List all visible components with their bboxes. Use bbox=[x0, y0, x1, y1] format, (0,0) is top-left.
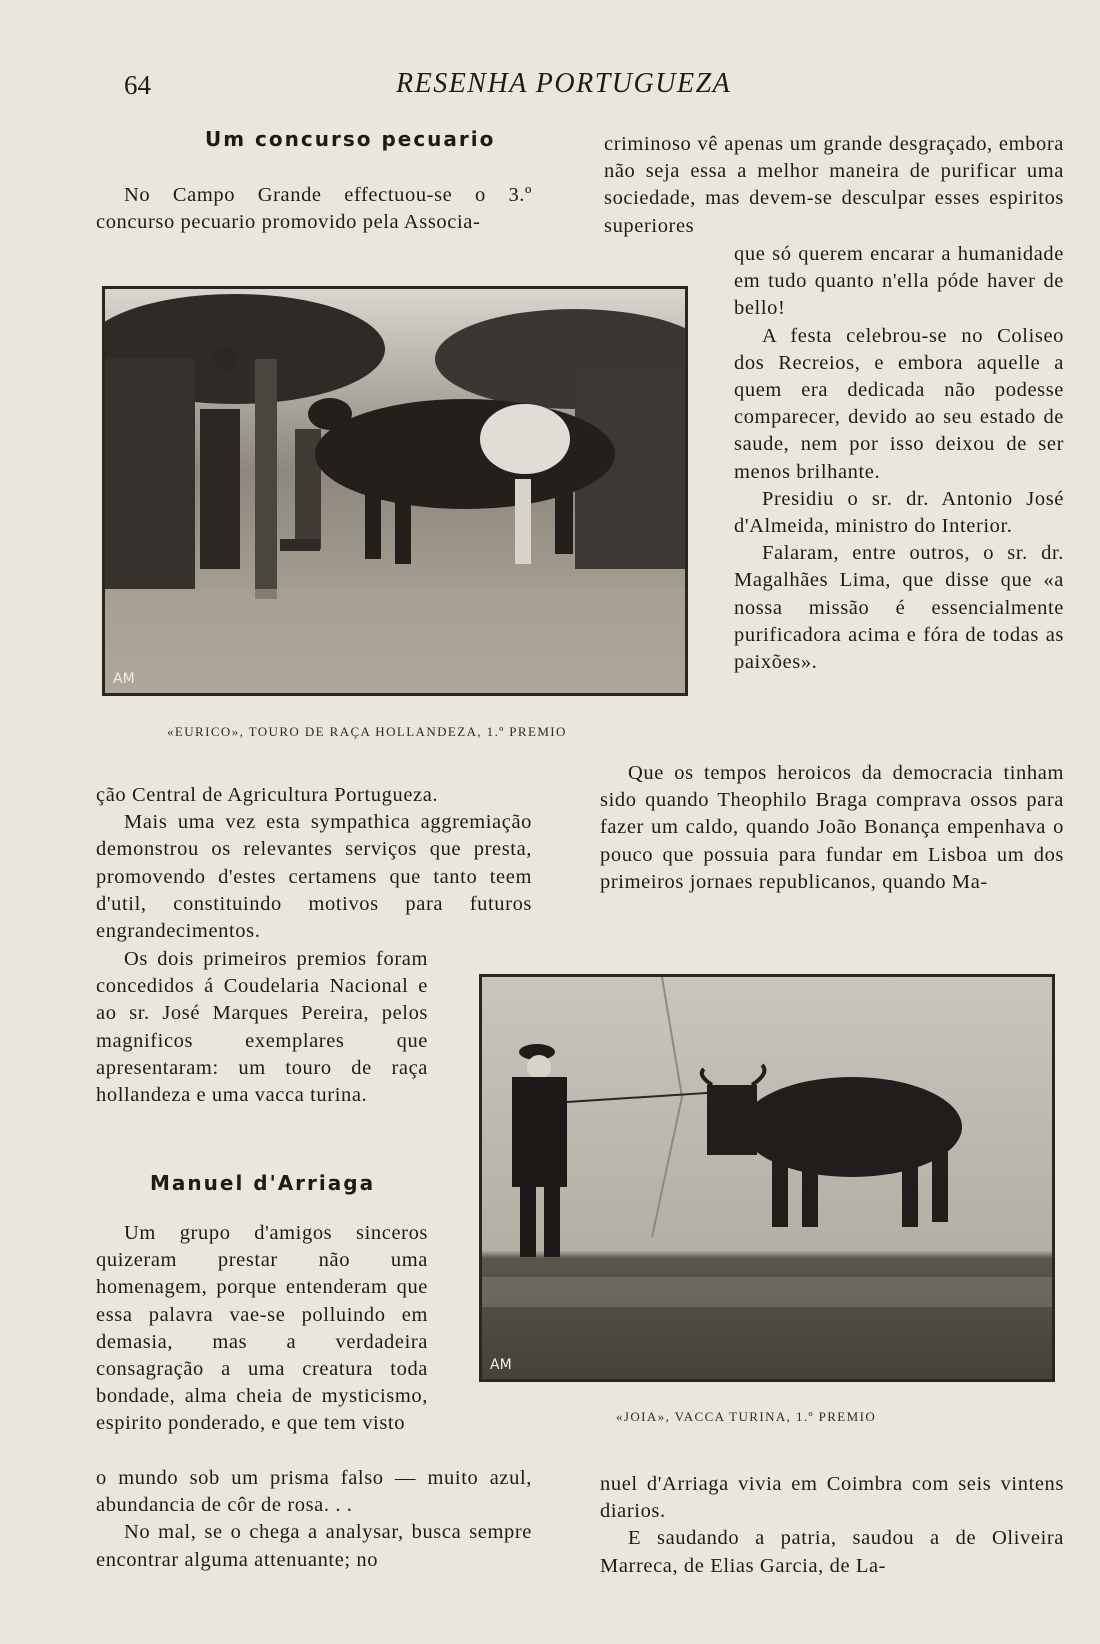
running-head: RESENHA PORTUGUEZA bbox=[396, 68, 732, 99]
text-fragment: ção Central de Agricultura Portugueza. bbox=[96, 784, 439, 806]
right-column-top bbox=[604, 131, 1064, 240]
photo-caption-eurico: «EURICO», TOURO DE RAÇA HOLLANDEZA, 1.º PREMIO bbox=[167, 724, 567, 739]
text-fragment: No Campo Grande effectuou-se o 3.º concurso pecuario promovido pela Associa- bbox=[96, 184, 532, 234]
right-column-middle bbox=[600, 760, 1064, 896]
paragraph-arriaga-4: A festa celebrou-se no Coliseo dos Recreios, e embora aquelle a quem era dedicada não podesse comparecer, devido ao seu estado de saude, nem por isso deixou de ser menos brilhante. bbox=[734, 324, 1064, 483]
photo-caption-joia: «JOIA», VACCA TURINA, 1.º PREMIO bbox=[616, 1409, 877, 1424]
photo-monogram: AM bbox=[113, 671, 135, 687]
text-fragment: Um grupo d'amigos sinceros quizeram prestar não uma homenagem, porque entenderam que essa palavra vae-se polluindo em demasia, mas a verdadeira consagração a uma creatura toda bondade, alma cheia de mysticismo, espirito ponderado, e que tem visto bbox=[96, 1222, 428, 1435]
paragraph-arriaga-2: No mal, se o chega a analysar, busca sempre encontrar alguma attenuante; no bbox=[96, 1521, 532, 1571]
text-fragment: Que os tempos heroicos da democracia tinham sido quando Theophilo Braga comprava ossos para fazer um caldo, quando João Bonança empenhava o pouco que possuia para fundar em Lisboa um dos primeiros jornaes republicanos, quando Ma- bbox=[600, 762, 1064, 893]
paragraph-arriaga-6: Falaram, entre outros, o sr. dr. Magalhães Lima, que disse que «a nossa missão é essencialmente purificadora acima e fóra de todas as paixões». bbox=[734, 542, 1064, 674]
paragraph-arriaga-1 bbox=[96, 1220, 428, 1438]
left-column-continued bbox=[96, 782, 532, 945]
article-title-concurso: Um concurso pecuario bbox=[205, 127, 496, 151]
article-title-arriaga: Manuel d'Arriaga bbox=[150, 1171, 376, 1195]
paragraph-concurso-1-end bbox=[96, 782, 532, 809]
paragraph-arriaga-8: E saudando a patria, saudou a de Oliveira Marreca, de Elias Garcia, de La- bbox=[600, 1527, 1064, 1577]
text-fragment: o mundo sob um prisma falso — muito azul, abundancia de côr de rosa. . . bbox=[96, 1467, 532, 1517]
bull-photo-illustration bbox=[105, 289, 685, 693]
cow-photo-illustration bbox=[482, 977, 1052, 1379]
photo-monogram: AM bbox=[490, 1357, 512, 1373]
left-column-bottom bbox=[96, 1465, 532, 1574]
paragraph-concurso-3: Os dois primeiros premios foram concedidos á Coudelaria Nacional e ao sr. José Marques Pereira, pelos magnificos exemplares que apresentaram: um touro de raça hollandeza e uma vacca turina. bbox=[96, 948, 428, 1107]
left-column-intro bbox=[96, 182, 532, 236]
right-column-narrow bbox=[734, 241, 1064, 676]
left-column-arriaga bbox=[96, 1220, 428, 1438]
text-fragment: que só querem encarar a humanidade em tudo quanto n'ella póde haver de bello! bbox=[734, 243, 1064, 320]
left-column-narrow bbox=[96, 946, 428, 1109]
paragraph-arriaga-7 bbox=[600, 760, 1064, 896]
paragraph-arriaga-3-start bbox=[604, 131, 1064, 240]
paragraph-concurso-2: Mais uma vez esta sympathica aggremiação demonstrou os relevantes serviços que presta, promovendo d'estes certamens que tanto teem d'util, constituindo motivos para futuros engrandecimentos. bbox=[96, 811, 532, 943]
text-fragment: nuel d'Arriaga vivia em Coimbra com seis vintens diarios. bbox=[600, 1473, 1064, 1523]
paragraph-arriaga-7-end bbox=[600, 1471, 1064, 1525]
paragraph-arriaga-1-end bbox=[96, 1465, 532, 1519]
paragraph-arriaga-5: Presidiu o sr. dr. Antonio José d'Almeida, ministro do Interior. bbox=[734, 487, 1064, 538]
text-fragment: criminoso vê apenas um grande desgraçado, embora não seja essa a melhor maneira de purificar uma sociedade, mas devem-se desculpar esses espiritos superiores bbox=[604, 133, 1064, 237]
paragraph-concurso-1-start bbox=[96, 182, 532, 236]
paragraph-arriaga-3-end bbox=[734, 241, 1064, 323]
photo-joia-cow bbox=[479, 974, 1055, 1382]
photo-eurico-bull bbox=[102, 286, 688, 696]
right-column-bottom bbox=[600, 1471, 1064, 1580]
page-number: 64 bbox=[124, 70, 151, 100]
